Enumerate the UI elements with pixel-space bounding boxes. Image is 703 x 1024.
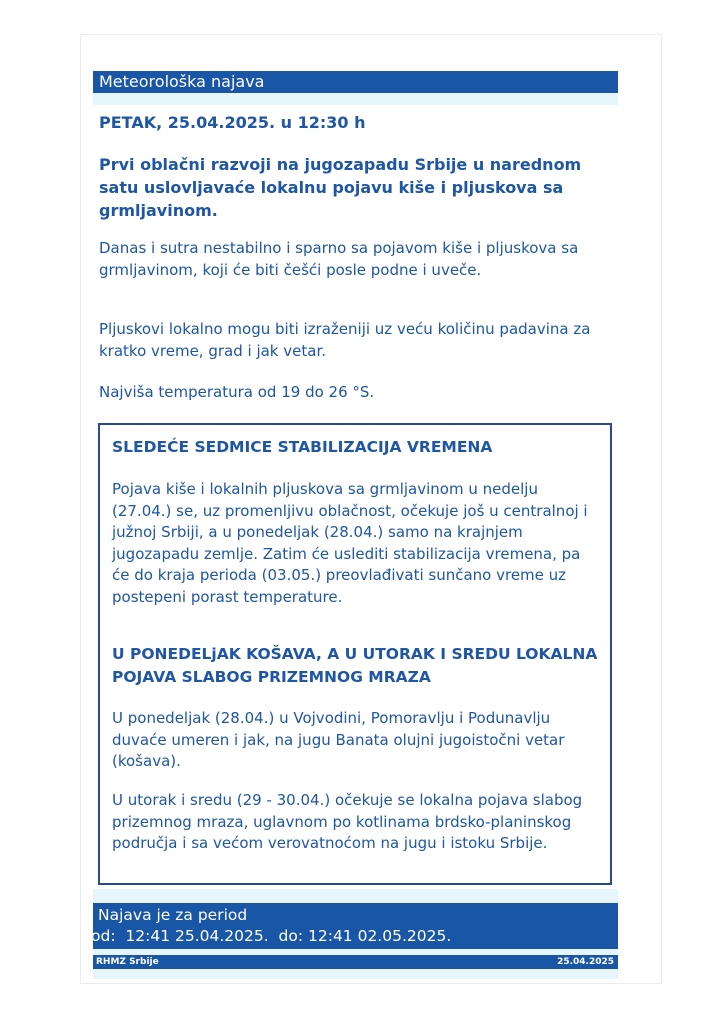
footer-underline [93,969,618,979]
footer-source: RHMZ Srbije [96,957,159,967]
period-range: od: 12:41 25.04.2025. do: 12:41 02.05.2025. [91,927,452,945]
forecast-lead: Prvi oblačni razvoji na jugozapadu Srbije u narednom satu uslovljavaće lokalnu pojavu kiše i pljuskova sa grmljavinom. [99,155,582,220]
header-underline [93,93,618,105]
weekly-paragraph-3: U utorak i sredu (29 - 30.04.) očekuje se lokalna pojava slabog prizemnog mraza, uglavnom po kotlinama brdsko-planinskog područja i sa većom verovatnoćom na jugu i istoku Srbije. [112,791,583,852]
footer-date: 25.04.2025 [557,957,614,967]
period-label: Najava je za period [98,906,248,924]
footer-bar [93,955,618,969]
section-header [93,71,618,93]
period-bar [93,903,618,949]
weekly-title-1: SLEDEĆE SEDMICE STABILIZACIJA VREMENA [112,438,493,456]
forecast-date: PETAK, 25.04.2025. u 12:30 h [99,113,366,132]
weekly-paragraph-1: Pojava kiše i lokalnih pljuskova sa grmljavinom u nedelju (27.04.) se, uz promenljivu oblačnost, očekuje još u centralnoj i južnoj Srbiji, a u ponedeljak (28.04.) samo na krajnjem jugozapadu zemlje. Zatim će uslediti stabilizacija vremena, pa će do kraja perioda (03.05.) preovlađivati sunčano vreme uz postepeni porast temperature. [112,480,588,606]
weekly-title-2: U PONEDELjAK KOŠAVA, A U UTORAK I SREDU LOKALNA POJAVA SLABOG PRIZEMNOG MRAZA [112,645,598,686]
weekly-paragraph-2: U ponedeljak (28.04.) u Vojvodini, Pomoravlju i Podunavlju duvaće umeren i jak, na jugu Banata olujni jugoistočni vetar (košava). [112,709,565,770]
forecast-paragraph-3: Najviša temperatura od 19 do 26 °S. [99,383,375,401]
section-header-title: Meteorološka najava [99,72,265,91]
forecast-paragraph-1: Danas i sutra nestabilno i sparno sa pojavom kiše i pljuskova sa grmljavinom, koji će biti češći posle podne i uveče. [99,239,579,279]
period-top-strip [93,889,618,903]
forecast-paragraph-2: Pljuskovi lokalno mogu biti izraženiji uz veću količinu padavina za kratko vreme, grad i jak vetar. [99,320,591,360]
